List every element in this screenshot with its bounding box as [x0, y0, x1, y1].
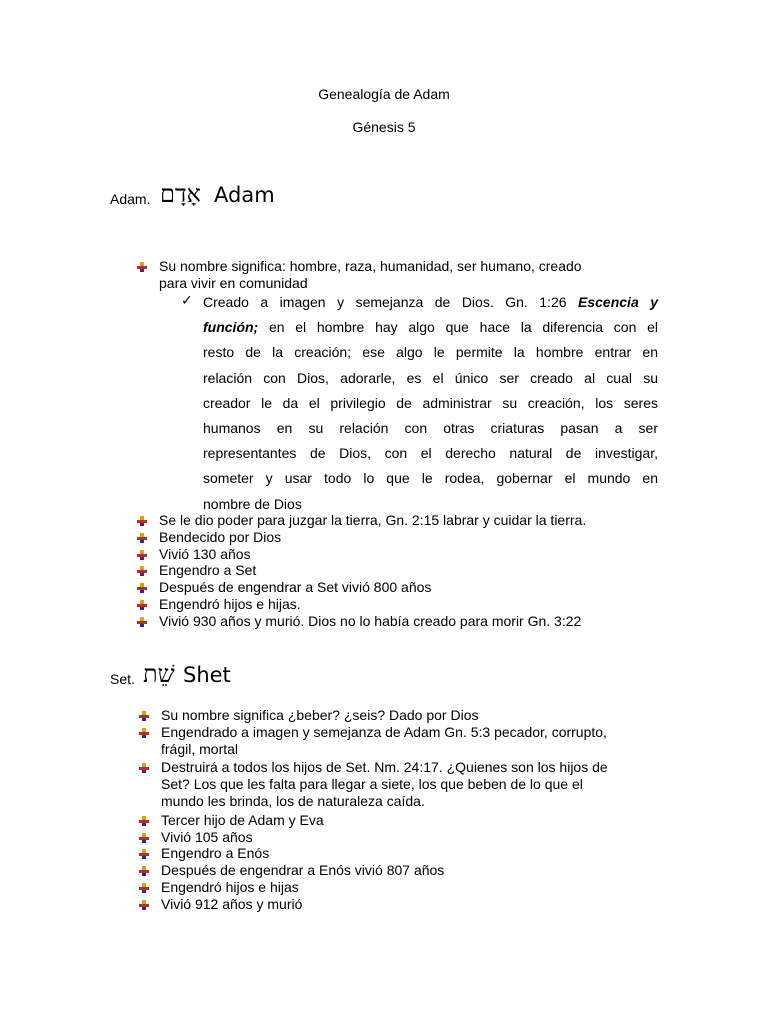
list-item-line: mundo les brinda, los de naturaleza caída.	[161, 793, 425, 809]
list-item: Engendró hijos e hijas.	[159, 596, 301, 612]
bullet-icon	[137, 262, 147, 272]
list-item	[161, 896, 302, 913]
check-text: someter y usar todo lo que le rodea, gobernar el mundo en	[203, 470, 658, 487]
bullet-icon	[139, 866, 149, 876]
list-item-line: Después de engendrar a Enós vivió 807 años	[161, 862, 445, 879]
list-item-line: para vivir en comunidad	[159, 275, 308, 291]
set-name: Shet	[183, 663, 231, 687]
list-item	[161, 707, 479, 724]
check-text: Creado a imagen y semejanza de Dios. Gn. 1:26	[203, 294, 567, 310]
bullet-icon	[137, 516, 147, 526]
check-text: humanos en su relación con otras criaturas pasan a ser	[203, 420, 658, 437]
checkmark-icon: ✓	[181, 293, 193, 309]
list-item	[159, 258, 582, 292]
bullet-icon	[139, 900, 149, 910]
bullet-icon	[137, 566, 147, 576]
set-hebrew: שֵׁת	[143, 660, 175, 688]
bullet-icon	[137, 583, 147, 593]
check-text: nombre de Dios	[203, 495, 302, 512]
bullet-icon	[139, 728, 149, 738]
list-item-line: Engendro a Enós	[161, 845, 270, 862]
list-item	[161, 879, 299, 896]
check-paragraph	[203, 290, 658, 517]
bullet-icon	[139, 816, 149, 826]
bullet-icon	[137, 617, 147, 627]
adam-name: Adam	[214, 183, 275, 207]
list-item-line: Su nombre significa ¿beber? ¿seis? Dado por Dios	[161, 707, 479, 723]
check-emphasis: función;	[203, 319, 259, 336]
list-item-line: Engendró hijos e hijas	[161, 879, 299, 895]
page-subtitle: Génesis 5	[352, 119, 416, 135]
list-item-line: frágil, mortal	[161, 740, 239, 757]
list-item-line: Vivió 912 años y murió	[161, 895, 303, 912]
list-item	[161, 812, 324, 829]
list-item: Después de engendrar a Set vivió 800 años	[159, 579, 432, 596]
list-item	[161, 759, 608, 810]
list-item-line: Vivió 105 años	[161, 828, 253, 845]
list-item	[161, 724, 607, 758]
bullet-icon	[137, 550, 147, 560]
list-item	[161, 829, 253, 846]
list-item-line: Su nombre significa: hombre, raza, humanidad, ser humano, creado	[159, 258, 582, 274]
check-text: en el hombre hay algo que hace la diferencia con el	[268, 319, 658, 336]
bullet-icon	[137, 533, 147, 543]
bullet-icon	[139, 849, 149, 859]
bullet-icon	[139, 711, 149, 721]
list-item: Bendecido por Dios	[159, 528, 282, 545]
bullet-icon	[139, 763, 149, 773]
check-text: resto de la creación; ese algo le permite la hombre entrar en	[203, 344, 658, 361]
check-text: creador le da el privilegio de administrar su creación, los seres	[203, 394, 658, 411]
set-label: Set.	[110, 671, 135, 687]
bullet-icon	[137, 600, 147, 610]
list-item: Engendro a Set	[159, 562, 257, 579]
adam-label: Adam.	[110, 191, 151, 207]
check-text: representantes de Dios, con el derecho natural de investigar,	[203, 445, 658, 462]
list-item	[161, 862, 444, 879]
list-item: Vivió 130 años	[159, 545, 251, 562]
list-item-line: Engendrado a imagen y semejanza de Adam Gn. 5:3 pecador, corrupto,	[161, 723, 607, 740]
list-item: Vivió 930 años y murió. Dios no lo había creado para morir Gn. 3:22	[159, 612, 582, 629]
bullet-icon	[139, 833, 149, 843]
list-item-line: Destruirá a todos los hijos de Set. Nm. 24:17. ¿Quienes son los hijos de	[161, 759, 608, 775]
page-title: Genealogía de Adam	[318, 86, 450, 102]
adam-hebrew: אָדָם	[160, 180, 201, 208]
list-item: Se le dio poder para juzgar la tierra, Gn. 2:15 labrar y cuidar la tierra.	[159, 512, 587, 528]
check-emphasis: Escencia y	[578, 294, 658, 310]
list-item-line: Set? Los que les falta para llegar a siete, los que beben de lo que el	[161, 776, 583, 792]
check-text: relación con Dios, adorarle, es el único ser creado al cual su	[203, 369, 658, 386]
list-item-line: Tercer hijo de Adam y Eva	[161, 811, 324, 828]
bullet-icon	[139, 883, 149, 893]
list-item	[161, 845, 269, 862]
